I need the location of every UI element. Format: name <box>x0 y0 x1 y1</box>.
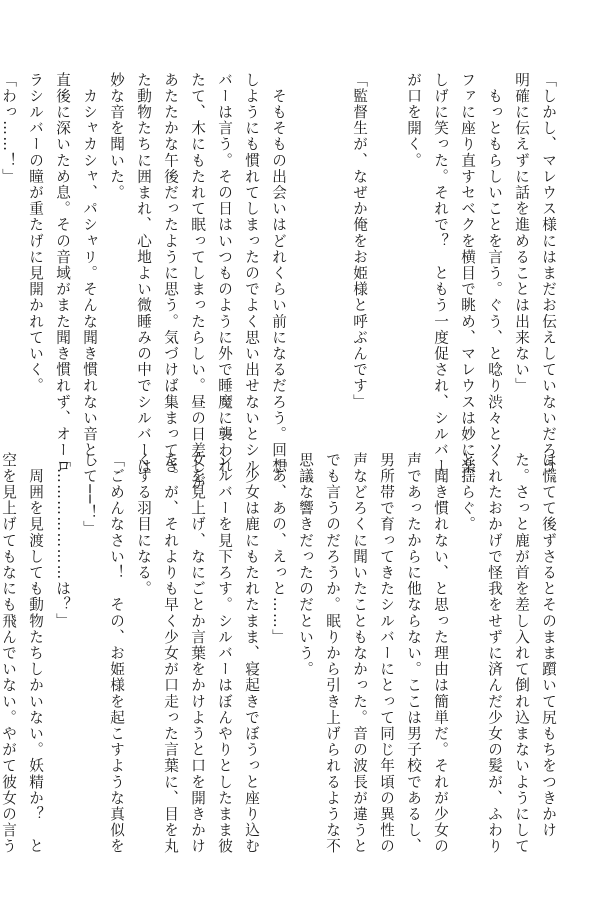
text-line: た動物たちに囲まれ、心地よい微睡みの中でシルバーは <box>135 72 152 475</box>
text-line: が口を開く。 <box>405 72 422 169</box>
text-line: 周囲を見渡しても動物たちしかいない。妖精か？ と <box>27 452 44 855</box>
text-line: カシャカシャ、パシャリ。そんな聞き慣れない音と、 <box>81 72 98 475</box>
text-line: 「…………………は？」 <box>54 452 71 630</box>
text-line: 男所帯で育ってきたシルバーにとって同じ年頃の異性の <box>378 452 395 855</box>
text-line: ファに座り直すセベクを横目で眺め、マレウスは妙に楽 <box>459 72 476 475</box>
text-line: 聞き慣れない、と思った理由は簡単だ。それが少女の <box>432 452 449 855</box>
text-line: 明確に伝えずに話を進めることは出来ない」 <box>513 72 530 394</box>
text-line: 「しかし、マレウス様にはまだお伝えしていないだろう。 <box>540 72 557 491</box>
blank-line <box>373 72 400 462</box>
blank-line <box>292 72 319 462</box>
text-line: もっともらしいことを言う。ぐう、と唸り渋々とソ <box>486 72 503 459</box>
text-line: たて、木にもたれて眠ってしまったらしい。昼の日差しが <box>189 72 206 491</box>
text-line: 少女は鹿にもたれたまま、寝起きでぼうっと座り込む <box>243 452 260 855</box>
text-line: あたたかな午後だったように思う。気づけば集まってき <box>162 72 179 475</box>
text-line: と揺らぐ。 <box>459 452 476 533</box>
text-line: 声であったからに他ならない。ここは男子校であるし、 <box>405 452 422 855</box>
text-line: 思議な響きだったのだという。 <box>297 452 314 678</box>
text-line: バーは言う。その日はいつものように外で睡魔に襲われ <box>216 72 233 475</box>
lower-text-block <box>0 452 562 855</box>
text-line: 「ごめんなさい！ その、お姫様を起こすような真似を <box>108 452 125 855</box>
text-line: た。さっと鹿が首を差し入れて倒れ込まないようにして <box>513 452 530 855</box>
text-line: くれたおかげで怪我をせずに済んだ少女の髪が、ふわり <box>486 452 503 855</box>
text-line: 「あ、あの、えっと……」 <box>270 452 287 646</box>
text-line: 「監督生が、なぜか俺をお姫様と呼ぶんです」 <box>351 72 368 411</box>
text-line: ラシルバーの瞳が重たげに見開かれていく。 <box>27 72 44 394</box>
text-line: して──！」 <box>81 452 98 537</box>
upper-text-block <box>0 72 562 491</box>
text-line: くする羽目になる。 <box>135 452 152 597</box>
text-line: は慌てて後ずさるとそのまま躓いて尻もちをつきかけ <box>540 452 557 839</box>
text-line: そもそもの出会いはどれくらい前になるだろう。回想 <box>270 72 287 475</box>
text-line: 声などろくに聞いたこともなかった。音の波長が違うと <box>351 452 368 855</box>
text-line: でも言うのだろうか。眠りから引き上げられるような不 <box>324 452 341 855</box>
text-line: た。が、それよりも早く少女が口走った言葉に、目を丸 <box>162 452 179 855</box>
text-line: シルバーを見下ろす。シルバーはぼんやりとしたまま彼 <box>216 452 233 855</box>
text-line: 妙な音を聞いた。 <box>108 72 125 201</box>
text-line: 女を見上げ、なにごとか言葉をかけようと口を開きかけ <box>189 452 206 855</box>
text-line: しようにも慣れてしまったのでよく思い出せないとシル <box>243 72 260 475</box>
text-line: しげに笑った。それで？ ともう一度促され、シルバー <box>432 72 449 475</box>
text-line: 直後に深いため息。その音域がまた聞き慣れず、オーロ <box>54 72 71 475</box>
text-line: 「わっ……！」 <box>0 72 17 185</box>
blank-line <box>319 72 346 462</box>
text-line: 空を見上げてもなにも飛んでいない。やがて彼女の言う <box>0 452 17 855</box>
